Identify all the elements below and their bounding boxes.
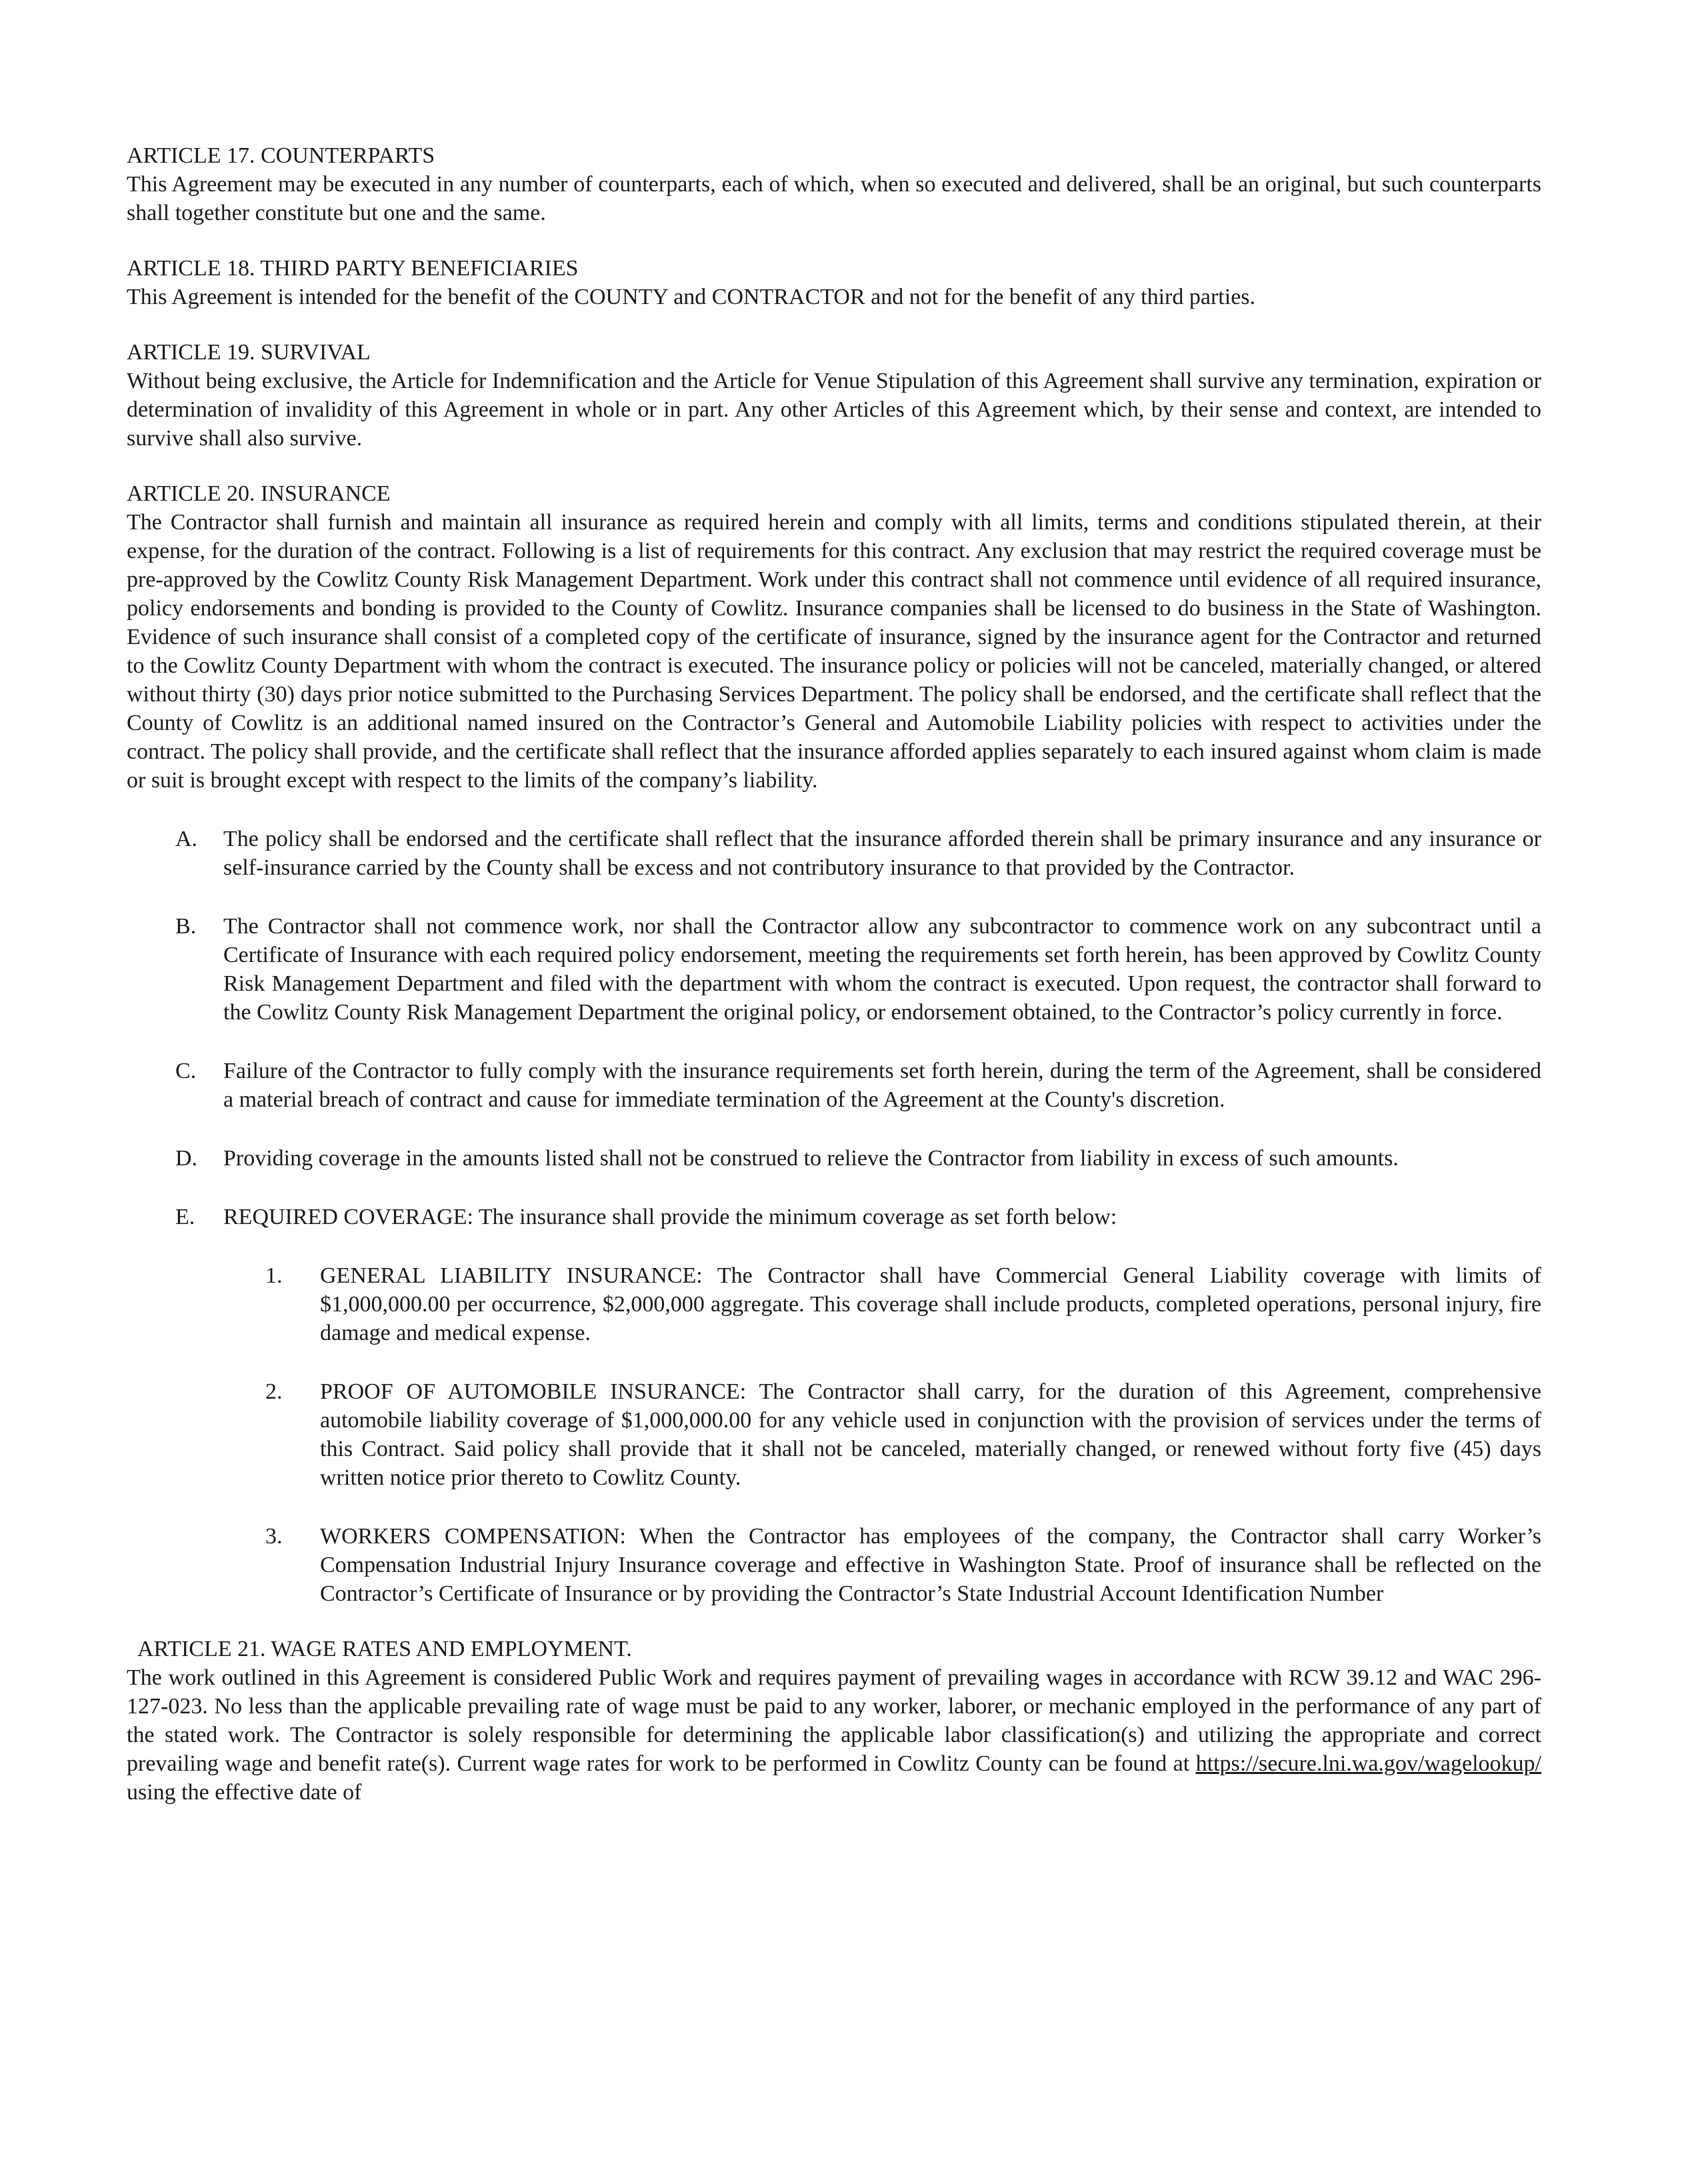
list-marker: 3. [265, 1524, 283, 1549]
list-marker: A. [175, 827, 198, 851]
article-title: ARTICLE 17. COUNTERPARTS [127, 143, 435, 168]
insurance-item-b [175, 912, 1541, 1027]
article-title: ARTICLE 21. WAGE RATES AND EMPLOYMENT. [137, 1637, 632, 1661]
list-item-text: Providing coverage in the amounts listed shall not be construed to relieve the Contractor from liability in excess of such amounts. [223, 1146, 1399, 1171]
insurance-item-c [175, 1057, 1541, 1114]
article-18 [127, 254, 1541, 311]
list-marker: B. [175, 914, 197, 939]
list-item-text: WORKERS COMPENSATION: When the Contractor has employees of the company, the Contractor shall carry Worker’s Compensation Industrial Injury Insurance coverage and effective in Washington State. Proof of insurance shall be reflected on the Contractor’s Certificate of Insurance or by providing the Contractor’s State Industrial Account Identification Number [320, 1524, 1541, 1606]
list-item-text: PROOF OF AUTOMOBILE INSURANCE: The Contractor shall carry, for the duration of this Agreement, comprehensive automobile liability coverage of $1,000,000.00 for any vehicle used in conjunction with the provision of services under the terms of this Contract. Said policy shall provide that it shall not be canceled, materially changed, or renewed without forty five (45) days written notice prior thereto to Cowlitz County. [320, 1379, 1541, 1490]
insurance-item-d [175, 1144, 1541, 1173]
list-item-text: The policy shall be endorsed and the certificate shall reflect that the insurance afforded therein shall be primary insurance and any insurance or self-insurance carried by the County shall be excess and not contributory insurance to that provided by the Contractor. [223, 827, 1541, 880]
article-19 [127, 338, 1541, 453]
coverage-item-workers-comp [265, 1522, 1541, 1608]
article-title: ARTICLE 18. THIRD PARTY BENEFICIARIES [127, 256, 579, 281]
article-body: This Agreement may be executed in any number of counterparts, each of which, when so executed and delivered, shall be an original, but such counterparts shall together constitute but one and the same. [127, 172, 1541, 225]
list-marker: D. [175, 1146, 198, 1171]
insurance-item-a [175, 825, 1541, 882]
list-item-text: The Contractor shall not commence work, nor shall the Contractor allow any subcontractor to commence work on any subcontract until a Certificate of Insurance with each required policy endorsement, meeting the requirements set forth herein, has been approved by Cowlitz County Risk Management Department and filed with the department with whom the contract is executed. Upon request, the contractor shall forward to the Cowlitz County Risk Management Department the original policy, or endorsement obtained, to the Contractor’s policy currently in force. [223, 914, 1541, 1025]
coverage-item-general-liability [265, 1261, 1541, 1347]
list-marker: E. [175, 1205, 195, 1229]
article-17 [127, 141, 1541, 227]
insurance-item-e [175, 1203, 1541, 1231]
article-21 [127, 1635, 1541, 1807]
article-body: This Agreement is intended for the benefit of the COUNTY and CONTRACTOR and not for the benefit of any third parties. [127, 285, 1256, 309]
article-body-start: The work outlined in this Agreement is considered Public Work and requires payment of prevailing wages in accordance with RCW 39.12 and WAC 296-127-023. No less than the applicable prevailing rate of wage must be paid to any worker, laborer, or mechanic employed in the performance of any part of the stated work. The Contractor is solely responsible for determining the applicable labor classification(s) and utilizing the appropriate and correct prevailing wage and benefit rate(s). Current wage rates for work to be performed in Cowlitz County can be found at [127, 1665, 1541, 1776]
article-body: Without being exclusive, the Article for Indemnification and the Article for Venue Stipulation of this Agreement shall survive any termination, expiration or determination of invalidity of this Agreement in whole or in part. Any other Articles of this Agreement which, by their sense and context, are intended to survive shall also survive. [127, 369, 1541, 451]
article-20 [127, 479, 1541, 795]
list-item-text: GENERAL LIABILITY INSURANCE: The Contractor shall have Commercial General Liability coverage with limits of $1,000,000.00 per occurrence, $2,000,000 aggregate. This coverage shall include products, completed operations, personal injury, fire damage and medical expense. [320, 1263, 1541, 1345]
document-page [127, 141, 1541, 1807]
article-title: ARTICLE 19. SURVIVAL [127, 340, 371, 365]
list-marker: C. [175, 1059, 197, 1083]
article-body: The Contractor shall furnish and maintain all insurance as required herein and comply with all limits, terms and conditions stipulated therein, at their expense, for the duration of the contract. Following is a list of requirements for this contract. Any exclusion that may restrict the required coverage must be pre-approved by the Cowlitz County Risk Management Department. Work under this contract shall not commence until evidence of all required insurance, policy endorsements and bonding is provided to the County of Cowlitz. Insurance companies shall be licensed to do business in the State of Washington. Evidence of such insurance shall consist of a completed copy of the certificate of insurance, signed by the insurance agent for the Contractor and returned to the Cowlitz County Department with whom the contract is executed. The insurance policy or policies will not be canceled, materially changed, or altered without thirty (30) days prior notice submitted to the Purchasing Services Department. The policy shall be endorsed, and the certificate shall reflect that the County of Cowlitz is an additional named insured on the Contractor’s General and Automobile Liability policies with respect to activities under the contract. The policy shall provide, and the certificate shall reflect that the insurance afforded applies separately to each insured against whom claim is made or suit is brought except with respect to the limits of the company’s liability. [127, 510, 1541, 793]
list-item-text: REQUIRED COVERAGE: The insurance shall provide the minimum coverage as set forth below: [223, 1205, 1117, 1229]
list-item-text: Failure of the Contractor to fully comply with the insurance requirements set forth herein, during the term of the Agreement, shall be considered a material breach of contract and cause for immediate termination of the Agreement at the County's discretion. [223, 1059, 1541, 1112]
coverage-item-automobile [265, 1377, 1541, 1492]
list-marker: 1. [265, 1263, 283, 1288]
article-title: ARTICLE 20. INSURANCE [127, 481, 391, 506]
article-body-end: using the effective date of [127, 1780, 362, 1805]
wage-lookup-link[interactable]: https://secure.lni.wa.gov/wagelookup/ [1195, 1751, 1541, 1776]
article-body [127, 1663, 1541, 1807]
list-marker: 2. [265, 1379, 283, 1404]
